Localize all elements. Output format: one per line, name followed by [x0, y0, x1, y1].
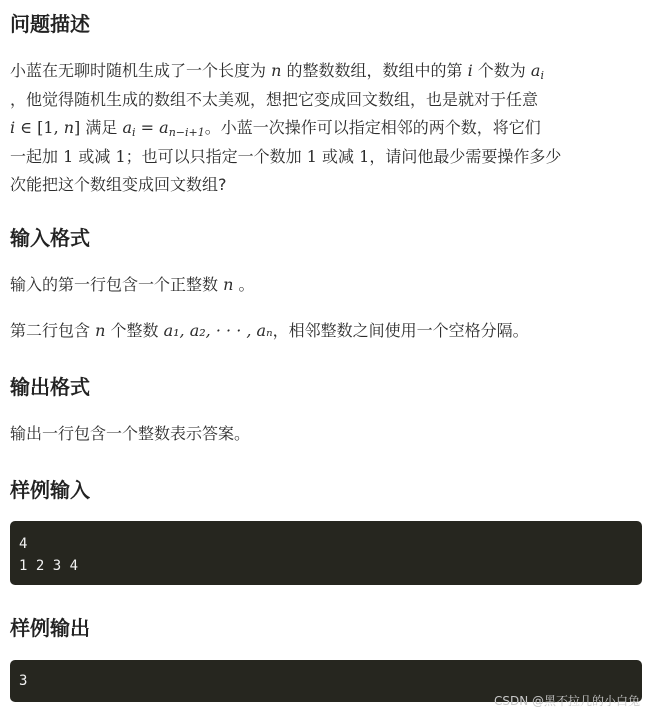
- sample-output-heading: 样例输出: [10, 616, 90, 640]
- input-format-line-1: [10, 271, 640, 300]
- problem-text: 或减: [316, 146, 360, 166]
- input-format-line-2: [10, 317, 640, 346]
- math-one: 1: [63, 146, 74, 166]
- sample-input-heading: 样例输入: [10, 478, 90, 502]
- problem-text: 。小蓝一次操作可以指定相邻的两个数，将它们: [204, 118, 541, 137]
- code-line: 1 2 3 4: [19, 558, 79, 574]
- problem-text: 小蓝在无聊时随机生成了一个长度为: [10, 61, 272, 80]
- math-i: i: [10, 118, 16, 137]
- math-a-i: $a_i$: [122, 118, 136, 139]
- code-line: 4: [19, 536, 28, 552]
- input-text: 个整数: [105, 321, 164, 340]
- problem-text: 满足: [80, 118, 123, 137]
- problem-text: ；也可以只指定一个数加: [125, 146, 307, 166]
- csdn-watermark: CSDN @黑不拉几的小白兔: [493, 694, 640, 708]
- code-line: 3: [19, 673, 28, 689]
- output-format-line-1: 输出一行包含一个整数表示答案。: [10, 424, 251, 443]
- problem-description: [10, 57, 640, 200]
- math-n: n: [63, 118, 75, 137]
- math-equals: =: [135, 118, 160, 137]
- math-n: n: [271, 61, 282, 80]
- input-format-heading: 输入格式: [10, 226, 90, 250]
- sample-input-code-block: [10, 521, 642, 585]
- math-one: 1: [359, 146, 370, 166]
- problem-text: 个数为: [472, 61, 531, 80]
- math-n: n: [223, 275, 234, 294]
- math-i: i: [467, 61, 473, 80]
- math-a-i: $a_i$: [530, 61, 544, 82]
- problem-text: 或减: [73, 146, 116, 166]
- math-one: 1: [115, 146, 126, 166]
- math-one: 1: [306, 146, 317, 166]
- math-sequence: a₁, a₂, · · · , aₙ: [163, 321, 273, 340]
- math-bracket: ]: [74, 118, 81, 137]
- input-text: 输入的第一行包含一个正整数: [10, 275, 224, 294]
- problem-text: 一起加: [10, 146, 64, 166]
- input-text: 第二行包含: [10, 321, 96, 340]
- input-text: 。: [233, 275, 255, 294]
- problem-text: ，请问他最少需要操作多少: [369, 146, 562, 166]
- problem-heading: 问题描述: [10, 12, 90, 36]
- math-n: n: [95, 321, 106, 340]
- input-text: ，相邻整数之间使用一个空格分隔。: [272, 321, 529, 340]
- problem-text: ，他觉得随机生成的数组不太美观，想把它变成回文数组，也是就对于任意: [10, 89, 539, 109]
- problem-text: 次能把这个数组变成回文数组?: [10, 175, 227, 194]
- output-format-heading: 输出格式: [10, 375, 90, 399]
- math-in: ∈ [1,: [15, 118, 64, 137]
- math-a-n-i-1: $a_{n-i+1}$: [159, 118, 205, 139]
- problem-text: 的整数数组，数组中的第: [281, 61, 468, 80]
